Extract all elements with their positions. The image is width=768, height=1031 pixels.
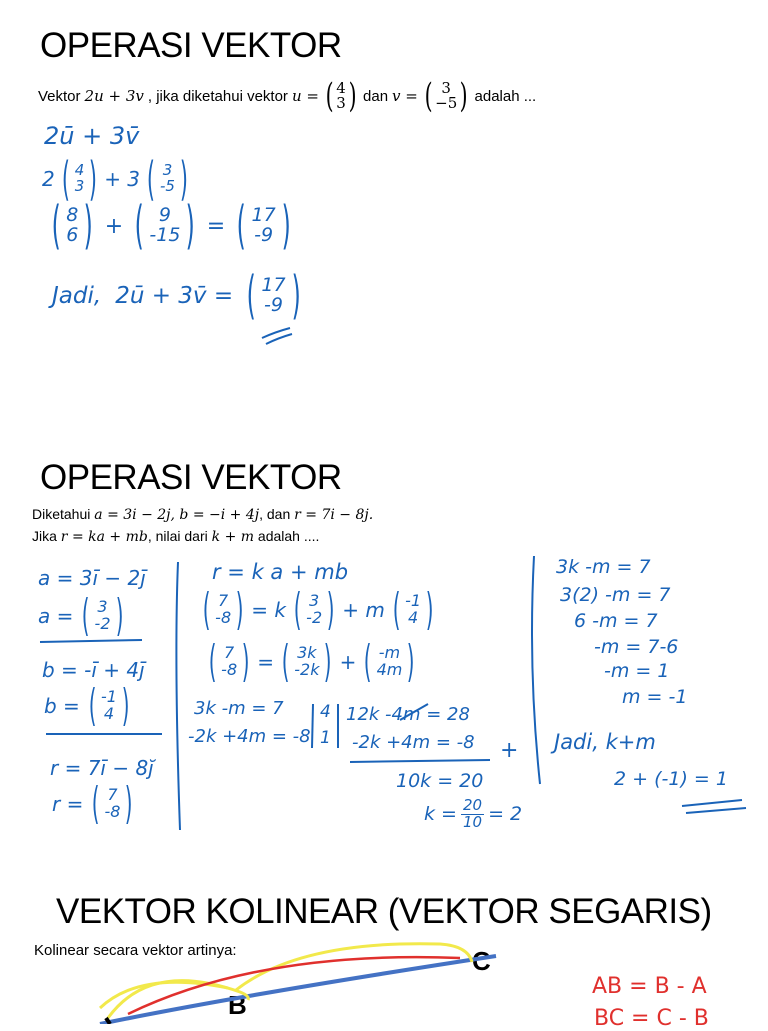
work-line1: 2ū + 3v̄ — [44, 122, 140, 150]
elim1: 12k -4m = 28 — [346, 704, 470, 725]
mult2: 1 — [320, 728, 331, 748]
col-divider-1 — [176, 562, 180, 830]
v-vector: ( 3 −5 ) — [424, 76, 468, 116]
u-vector: ( 4 3 ) — [325, 76, 357, 116]
sum-line — [350, 760, 490, 762]
mult1: 4 — [320, 702, 331, 722]
result1: 10k = 20 — [396, 770, 484, 792]
problem-mid: , jika diketahui vektor — [147, 87, 288, 105]
red-formula-bc: BC = C - B — [594, 1006, 709, 1031]
v-eq: v = — [392, 87, 418, 105]
elim-plus: + — [500, 738, 519, 763]
sys1: 3k -m = 7 — [194, 698, 284, 719]
sys2: -2k +4m = -8 — [188, 726, 311, 747]
col3-l4: -m = 7-6 — [594, 636, 679, 658]
eq3: ( 7 -8 ) = ( 3k -2k ) + ( -m 4m ) — [208, 636, 415, 687]
problem-prefix: Vektor — [38, 87, 81, 105]
section2-problem-line1: Diketahui a = 3i − 2j, b = −i + 4j, dan r = 7i − 8j. — [32, 506, 374, 523]
b-vector: b = ( -1 4 ) — [44, 680, 130, 731]
point-label-c: C — [472, 946, 491, 976]
collinear-line — [100, 956, 496, 1024]
col3-answer-underline — [682, 800, 746, 813]
work-line2: 2 ( 4 3 ) + 3 ( 3 -5 ) — [42, 152, 188, 206]
u-eq: u = — [291, 87, 319, 105]
r-line: r = 7ī − 8j̆ — [50, 756, 154, 780]
eq1: r = k a + mb — [212, 560, 349, 584]
a-line: a = 3ī − 2j̄ — [38, 566, 146, 590]
red-formula-ab: AB = B - A — [592, 974, 707, 999]
result2: k = $\frac{20}{10}$ = 2 — [424, 796, 523, 831]
problem-dan: dan — [363, 87, 389, 105]
work-answer: Jadi, 2ū + 3v̄ = ( 17 -9 ) — [52, 266, 301, 326]
problem-suffix: adalah ... — [474, 87, 537, 105]
col3-l3: 6 -m = 7 — [574, 610, 658, 632]
section3-text: Kolinear secara vektor artinya: — [34, 942, 237, 959]
r-vector: r = ( 7 -8 ) — [52, 778, 133, 829]
col3-l5: -m = 1 — [604, 660, 670, 682]
strike-mark — [400, 704, 428, 720]
red-arc-ac — [128, 957, 460, 1014]
point-label-b: B — [228, 990, 247, 1020]
col3-l2: 3(2) -m = 7 — [560, 584, 671, 606]
col3-l1: 3k -m = 7 — [556, 556, 651, 578]
mult-bar-left — [312, 704, 313, 748]
section2-title: OPERASI VEKTOR — [40, 458, 342, 497]
work-line3: ( 8 6 ) + ( 9 -15 ) = ( 17 -9 ) — [51, 196, 291, 256]
answer-underline — [262, 328, 292, 344]
eq2: ( 7 -8 ) = k ( 3 -2 ) + m ( -1 4 ) — [202, 584, 434, 635]
b-line: b = -ī + 4j̄ — [42, 658, 145, 682]
col-divider-2 — [532, 556, 540, 784]
col1-separator-1 — [40, 640, 142, 642]
col3-answer1: Jadi, k+m — [554, 730, 656, 754]
a-vector: a = ( 3 -2 ) — [38, 590, 123, 641]
section1-title: OPERASI VEKTOR — [40, 26, 342, 65]
elim2: -2k +4m = -8 — [352, 732, 475, 753]
problem-expr: 2u + 3v — [84, 87, 144, 105]
col3-answer2: 2 + (-1) = 1 — [614, 768, 728, 790]
col3-l6: m = -1 — [622, 686, 688, 708]
section2-problem-line2: Jika r = ka + mb, nilai dari k + m adalah .... — [32, 528, 320, 545]
section3-title: VEKTOR KOLINEAR (VEKTOR SEGARIS) — [56, 892, 712, 931]
